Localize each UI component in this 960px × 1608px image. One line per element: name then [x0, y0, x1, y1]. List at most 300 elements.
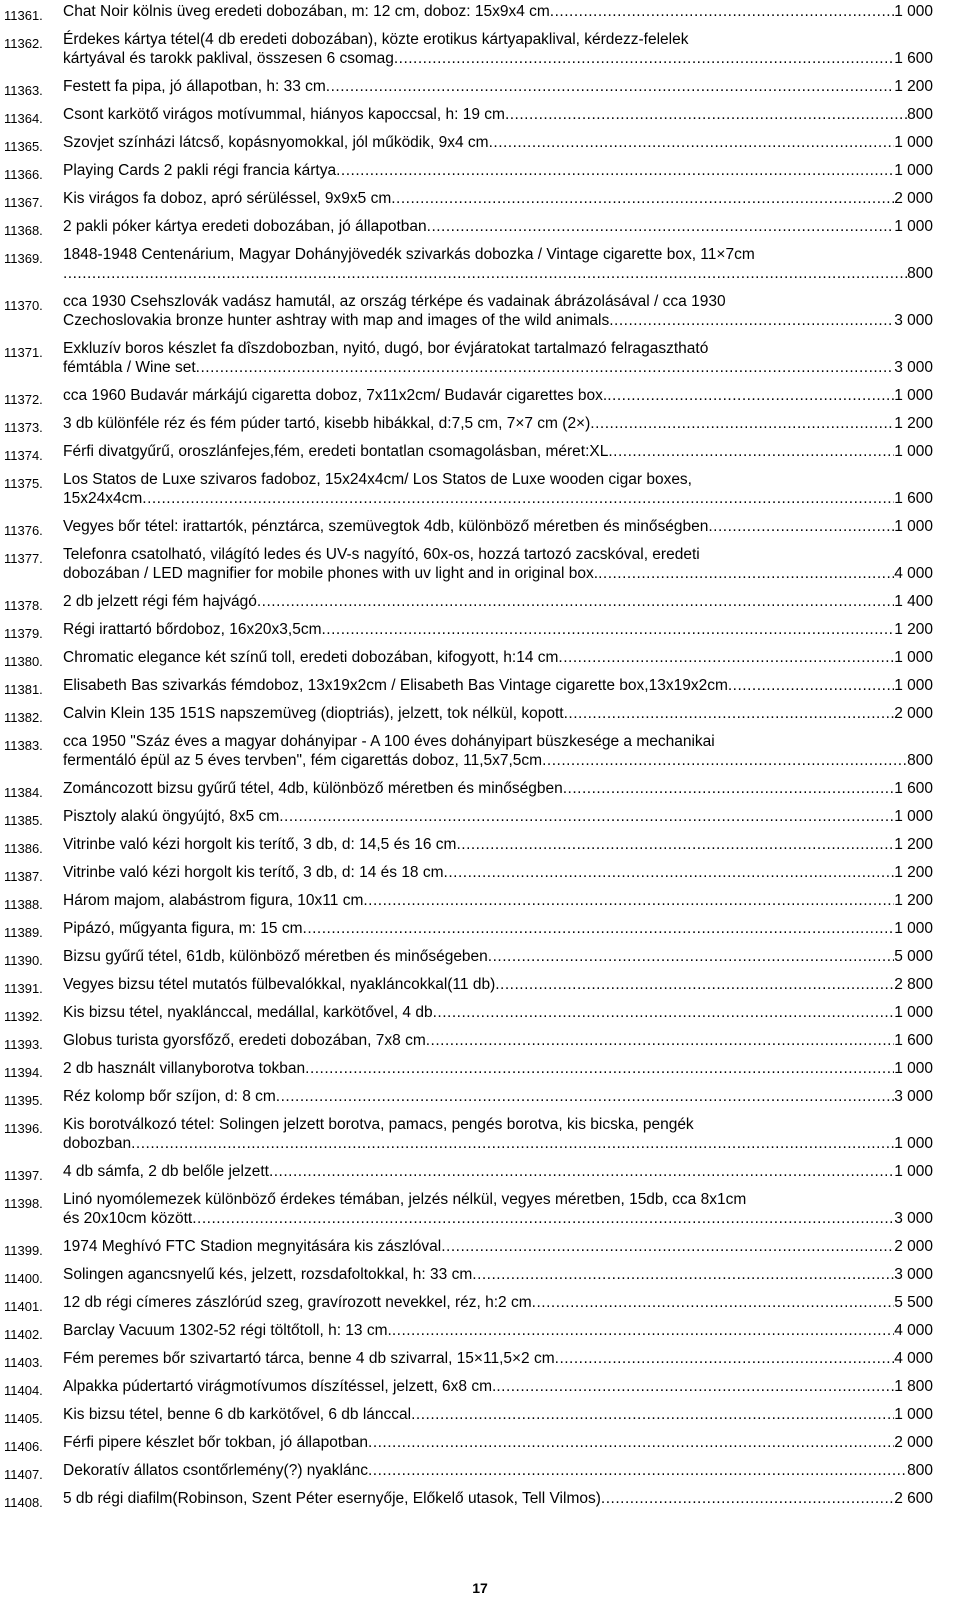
lot-description — [63, 517, 933, 536]
lot-description-line — [63, 1321, 933, 1340]
lot-description — [63, 1349, 933, 1368]
lot-number: 11397. — [4, 1168, 43, 1183]
lot-description — [63, 863, 933, 882]
lot-price: 1 200 — [894, 621, 933, 638]
lot-text: 15x24x4cm — [63, 490, 143, 507]
dot-leader — [427, 217, 895, 236]
lot-price: 800 — [907, 1462, 933, 1479]
lot-description — [63, 1190, 933, 1228]
lot-text: Alpakka púdertartó virágmotívumos díszítéssel, jelzett, 6x8 cm. — [63, 1378, 497, 1395]
lot-description-line — [63, 919, 933, 938]
lot-text: fémtábla / Wine set — [63, 359, 196, 376]
lot-description-line — [63, 1087, 933, 1106]
lot-text: Telefonra csatolható, világító ledes és UV-s nagyító, 60x-os, hozzá tartozó zacskóval, eredeti — [63, 546, 700, 563]
lot-price: 1 200 — [894, 836, 933, 853]
lot-description-line — [63, 414, 933, 433]
dot-leader — [708, 517, 894, 536]
dot-leader — [63, 264, 907, 283]
lot-description — [63, 835, 933, 854]
lot-price: 3 000 — [894, 1266, 933, 1283]
lot-number: 11365. — [4, 139, 43, 154]
lot-price: 1 000 — [894, 1406, 933, 1423]
lot-description-line — [63, 386, 933, 405]
lot-price: 1 000 — [894, 808, 933, 825]
dot-leader — [411, 1405, 894, 1424]
lot-description-line — [63, 1003, 933, 1022]
lot-price: 1 000 — [894, 677, 933, 694]
lot-text: 5 db régi diafilm(Robinson, Szent Péter esernyője, Előkelő utasok, Tell Vilmos) — [63, 1490, 601, 1507]
lot-description-line — [63, 442, 933, 461]
lot-number: 11405. — [4, 1411, 43, 1426]
dot-leader — [728, 676, 894, 695]
lot-description — [63, 161, 933, 180]
lot-text: Régi irattartó bőrdoboz, 16x20x3,5cm — [63, 621, 322, 638]
lot-text: Kis borotválkozó tétel: Solingen jelzett borotva, pamacs, pengés borotva, kis bicska, pengék — [63, 1116, 694, 1133]
lot-text: Los Statos de Luxe szivaros fadoboz, 15x24x4cm/ Los Statos de Luxe wooden cigar boxes, — [63, 471, 692, 488]
lot-description-line — [63, 292, 933, 311]
lot-number: 11390. — [4, 953, 43, 968]
dot-leader — [426, 1031, 894, 1050]
lot-text: Elisabeth Bas szivarkás fémdoboz, 13x19x2cm / Elisabeth Bas Vintage cigarette box,13x19x2cm — [63, 677, 728, 694]
lot-price: 5 000 — [894, 948, 933, 965]
lot-description — [63, 1003, 933, 1022]
lot-description — [63, 1265, 933, 1284]
lot-number: 11396. — [4, 1121, 43, 1136]
lot-description — [63, 1461, 933, 1480]
lot-text: Playing Cards 2 pakli régi francia kártya — [63, 162, 337, 179]
lot-description-line — [63, 1405, 933, 1424]
lot-number: 11376. — [4, 523, 43, 538]
lot-price: 1 000 — [894, 1004, 933, 1021]
dot-leader — [590, 414, 894, 433]
lot-number: 11401. — [4, 1299, 43, 1314]
lot-description-line — [63, 779, 933, 798]
lot-description-line — [63, 133, 933, 152]
lot-description-line — [63, 592, 933, 611]
dot-leader — [563, 779, 894, 798]
lot-price: 1 000 — [894, 387, 933, 404]
lot-text: 12 db régi címeres zászlórúd szeg, gravírozott nevekkel, réz, h:2 cm — [63, 1294, 532, 1311]
dot-leader — [441, 1237, 894, 1256]
lot-description — [63, 77, 933, 96]
lot-text: 1974 Meghívó FTC Stadion megnyitására kis zászlóval — [63, 1238, 442, 1255]
lot-text: 4 db sámfa, 2 db belőle jelzett — [63, 1163, 269, 1180]
lot-number: 11374. — [4, 448, 43, 463]
lot-text: 3 db különféle réz és fém púder tartó, kisebb hibákkal, d:7,5 cm, 7×7 cm (2×) — [63, 415, 591, 432]
lot-description-line — [63, 1059, 933, 1078]
lot-description — [63, 1293, 933, 1312]
dot-leader — [496, 1377, 894, 1396]
lot-description-line — [63, 470, 933, 489]
lot-text: Csont karkötő virágos motívummal, hiányos kapoccsal, h: 19 cm — [63, 106, 505, 123]
lot-text: 2 db használt villanyborotva tokban — [63, 1060, 306, 1077]
dot-leader — [142, 489, 894, 508]
lot-price: 1 000 — [894, 1060, 933, 1077]
lot-price: 1 000 — [894, 649, 933, 666]
lot-text: cca 1950 "Száz éves a magyar dohányipar - A 100 éves dohányipart büszkesége a mechanikai — [63, 733, 715, 750]
lot-description-line — [63, 947, 933, 966]
lot-text: Dekoratív állatos csontőrlemény(?) nyaklánc — [63, 1462, 368, 1479]
lot-description — [63, 339, 933, 377]
dot-leader — [456, 835, 894, 854]
lot-text: Vitrinbe való kézi horgolt kis terítő, 3 db, d: 14 és 18 cm — [63, 864, 444, 881]
lot-number: 11369. — [4, 251, 43, 266]
lot-price: 1 400 — [894, 593, 933, 610]
lot-text: dobozában / LED magnifier for mobile phones with uv light and in original box. — [63, 565, 599, 582]
dot-leader — [363, 891, 894, 910]
dot-leader — [598, 564, 894, 583]
lot-text: Férfi pipere készlet bőr tokban, jó állapotban — [63, 1434, 369, 1451]
lot-description — [63, 592, 933, 611]
lot-price: 4 000 — [894, 1350, 933, 1367]
dot-leader — [392, 1321, 894, 1340]
lot-description — [63, 1237, 933, 1256]
lot-text: Linó nyomólemezek különböző érdekes témában, jelzés nélkül, vegyes méretben, 15db, cca 8x1cm — [63, 1191, 747, 1208]
lot-price: 800 — [907, 752, 933, 769]
lot-number: 11361. — [4, 8, 43, 23]
lot-description — [63, 545, 933, 583]
lot-description-line — [63, 751, 933, 770]
lot-number: 11387. — [4, 869, 43, 884]
lot-text: 2 pakli póker kártya eredeti dobozában, jó állapotban — [63, 218, 427, 235]
lot-price: 1 200 — [894, 892, 933, 909]
lot-text: Fém peremes bőr szivartartó tárca, benne 4 db szivarral, 15×11,5×2 cm — [63, 1350, 555, 1367]
lot-text: Kis bizsu tétel, nyaklánccal, medállal, karkötővel, 4 db — [63, 1004, 433, 1021]
lot-description — [63, 648, 933, 667]
lot-description-line — [63, 564, 933, 583]
lot-number: 11362. — [4, 36, 43, 51]
dot-leader — [321, 620, 894, 639]
lot-description — [63, 30, 933, 68]
lot-price: 1 600 — [894, 1032, 933, 1049]
lot-number: 11378. — [4, 598, 43, 613]
lot-description — [63, 1059, 933, 1078]
lot-price: 1 600 — [894, 490, 933, 507]
dot-leader — [601, 1489, 894, 1508]
lot-price: 3 000 — [894, 1210, 933, 1227]
lot-price: 1 000 — [894, 134, 933, 151]
lot-description-line — [63, 1489, 933, 1508]
lot-price: 1 000 — [894, 443, 933, 460]
lot-text: Calvin Klein 135 151S napszemüveg (dioptriás), jelzett, tok nélkül, kopott — [63, 705, 564, 722]
lot-price: 800 — [907, 265, 933, 282]
lot-description — [63, 2, 933, 21]
lot-number: 11385. — [4, 813, 43, 828]
dot-leader — [326, 77, 894, 96]
dot-leader — [550, 2, 894, 21]
dot-leader — [609, 311, 894, 330]
lot-description — [63, 1405, 933, 1424]
lot-description — [63, 947, 933, 966]
dot-leader — [542, 751, 907, 770]
lot-description — [63, 105, 933, 124]
lot-description — [63, 919, 933, 938]
lot-text: Exkluzív boros készlet fa dîszdobozban, nyitó, dugó, bor évjáratokat tartalmazó felragasztható — [63, 340, 709, 357]
lot-description-line — [63, 545, 933, 564]
dot-leader — [555, 1349, 895, 1368]
lot-text: Pisztoly alakú öngyújtó, 8x5 cm — [63, 808, 280, 825]
lot-text: Pipázó, műgyanta figura, m: 15 cm — [63, 920, 303, 937]
lot-number: 11404. — [4, 1383, 43, 1398]
lot-text: Érdekes kártya tétel(4 db eredeti dobozában), közte erotikus kártyapaklival, kérdezz-felelek — [63, 31, 689, 48]
lot-description-line — [63, 704, 933, 723]
lot-price: 4 000 — [894, 1322, 933, 1339]
lot-price: 1 200 — [894, 78, 933, 95]
lot-description-line — [63, 358, 933, 377]
lot-description-line — [63, 975, 933, 994]
lot-description — [63, 292, 933, 330]
lot-number: 11406. — [4, 1439, 43, 1454]
lot-number: 11363. — [4, 83, 43, 98]
lot-description-line — [63, 2, 933, 21]
lot-number: 11392. — [4, 1009, 43, 1024]
dot-leader — [607, 386, 894, 405]
lot-number: 11377. — [4, 551, 43, 566]
lot-text: Zománcozott bizsu gyűrű tétel, 4db, különböző méretben és minőségben — [63, 780, 563, 797]
lot-description-line — [63, 517, 933, 536]
lot-number: 11393. — [4, 1037, 43, 1052]
lot-description — [63, 189, 933, 208]
lot-description-line — [63, 1031, 933, 1050]
lot-price: 1 000 — [894, 162, 933, 179]
lot-text: Három majom, alabástrom figura, 10x11 cm — [63, 892, 364, 909]
lot-number: 11366. — [4, 167, 43, 182]
lot-description-line — [63, 1115, 933, 1134]
lot-price: 2 800 — [894, 976, 933, 993]
lot-description-line — [63, 891, 933, 910]
lot-number: 11402. — [4, 1327, 43, 1342]
dot-leader — [488, 947, 894, 966]
lot-description-line — [63, 807, 933, 826]
lot-number: 11364. — [4, 111, 43, 126]
lot-description-line — [63, 489, 933, 508]
lot-number: 11408. — [4, 1495, 43, 1510]
lot-text: Solingen agancsnyelű kés, jelzett, rozsdafoltokkal, h: 33 cm — [63, 1266, 473, 1283]
lot-description-line — [63, 339, 933, 358]
lot-price: 2 000 — [894, 1434, 933, 1451]
lot-price: 1 800 — [894, 1378, 933, 1395]
lot-text: Festett fa pipa, jó állapotban, h: 33 cm — [63, 78, 326, 95]
lot-price: 1 000 — [894, 518, 933, 535]
dot-leader — [608, 442, 894, 461]
dot-leader — [558, 648, 894, 667]
lot-text: Chat Noir kölnis üveg eredeti dobozában, m: 12 cm, doboz: 15x9x4 cm — [63, 3, 550, 20]
lot-price: 800 — [907, 106, 933, 123]
lot-description — [63, 732, 933, 770]
lot-number: 11382. — [4, 710, 43, 725]
lot-description — [63, 807, 933, 826]
dot-leader — [532, 1293, 895, 1312]
lot-price: 3 000 — [894, 1088, 933, 1105]
lot-number: 11394. — [4, 1065, 43, 1080]
lot-description — [63, 414, 933, 433]
lot-price: 1 000 — [894, 920, 933, 937]
lot-description-line — [63, 49, 933, 68]
lot-description-line — [63, 217, 933, 236]
lot-number: 11368. — [4, 223, 43, 238]
dot-leader — [495, 975, 894, 994]
lot-description-line — [63, 1433, 933, 1452]
lot-number: 11395. — [4, 1093, 43, 1108]
lot-price: 5 500 — [894, 1294, 933, 1311]
lot-number: 11372. — [4, 392, 43, 407]
lot-price: 2 600 — [894, 1490, 933, 1507]
lot-price: 1 000 — [894, 1135, 933, 1152]
lot-text: kártyával és tarokk paklival, összesen 6 csomag — [63, 50, 394, 67]
lot-description-line — [63, 105, 933, 124]
lot-description — [63, 1489, 933, 1508]
dot-leader — [305, 1059, 894, 1078]
lot-price: 2 000 — [894, 705, 933, 722]
page-number: 17 — [472, 1580, 488, 1596]
lot-description-line — [63, 311, 933, 330]
lot-number: 11370. — [4, 298, 43, 313]
dot-leader — [472, 1265, 894, 1284]
lot-price: 1 600 — [894, 50, 933, 67]
lot-price: 1 200 — [894, 415, 933, 432]
lot-price: 1 000 — [894, 3, 933, 20]
lot-text: Barclay Vacuum 1302-52 régi töltőtoll, h: 13 cm. — [63, 1322, 392, 1339]
lot-number: 11400. — [4, 1271, 43, 1286]
lot-price: 1 000 — [894, 218, 933, 235]
lot-description-line — [63, 161, 933, 180]
lot-description-line — [63, 1190, 933, 1209]
lot-description-line — [63, 863, 933, 882]
lot-number: 11375. — [4, 476, 43, 491]
lot-description — [63, 442, 933, 461]
lot-number: 11367. — [4, 195, 43, 210]
lot-price: 1 000 — [894, 1163, 933, 1180]
dot-leader — [564, 704, 895, 723]
dot-leader — [444, 863, 895, 882]
lot-description-line — [63, 1461, 933, 1480]
lot-description — [63, 217, 933, 236]
lot-number: 11380. — [4, 654, 43, 669]
lot-number: 11388. — [4, 897, 43, 912]
lot-description — [63, 470, 933, 508]
lot-price: 3 000 — [894, 359, 933, 376]
lot-price: 4 000 — [894, 565, 933, 582]
lot-description-line — [63, 676, 933, 695]
lot-text: 1848-1948 Centenárium, Magyar Dohányjövedék szivarkás dobozka / Vintage cigarette box, 11×7cm — [63, 246, 755, 263]
lot-description — [63, 620, 933, 639]
dot-leader — [336, 161, 894, 180]
lot-text: dobozban — [63, 1135, 132, 1152]
lot-description — [63, 704, 933, 723]
lot-description — [63, 386, 933, 405]
lot-text: Bizsu gyűrű tétel, 61db, különböző méretben és minőségeben — [63, 948, 488, 965]
lot-number: 11407. — [4, 1467, 43, 1482]
lot-number: 11371. — [4, 345, 43, 360]
lot-text: Szovjet színházi látcső, kopásnyomokkal, jól működik, 9x4 cm — [63, 134, 489, 151]
lot-description — [63, 891, 933, 910]
lot-number: 11379. — [4, 626, 43, 641]
dot-leader — [257, 592, 894, 611]
lot-price: 2 000 — [894, 190, 933, 207]
lot-description-line — [63, 189, 933, 208]
lot-description-line — [63, 835, 933, 854]
lot-number: 11398. — [4, 1196, 43, 1211]
lot-number: 11384. — [4, 785, 43, 800]
lot-description — [63, 1162, 933, 1181]
lot-price: 1 200 — [894, 864, 933, 881]
lot-description — [63, 975, 933, 994]
lot-description — [63, 1115, 933, 1153]
lot-description — [63, 1031, 933, 1050]
lot-description-line — [63, 1162, 933, 1181]
dot-leader — [269, 1162, 894, 1181]
lot-text: Czechoslovakia bronze hunter ashtray with map and images of the wild animals — [63, 312, 610, 329]
lot-description-line — [63, 264, 933, 283]
lot-number: 11381. — [4, 682, 43, 697]
lot-description-line — [63, 1349, 933, 1368]
lot-number: 11389. — [4, 925, 43, 940]
lot-text: cca 1930 Csehszlovák vadász hamutál, az ország térképe és vadainak ábrázolásával / cca 1930 — [63, 293, 726, 310]
dot-leader — [131, 1134, 894, 1153]
lot-text: Vegyes bőr tétel: irattartók, pénztárca, szemüvegtok 4db, különböző méretben és minőségben — [63, 518, 709, 535]
lot-number: 11391. — [4, 981, 43, 996]
lot-description-line — [63, 1134, 933, 1153]
dot-leader — [279, 807, 894, 826]
lot-number: 11403. — [4, 1355, 43, 1370]
lot-description-line — [63, 1209, 933, 1228]
lot-text: cca 1960 Budavár márkájú cigaretta doboz, 7x11x2cm/ Budavár cigarettes box. — [63, 387, 608, 404]
lot-text: és 20x10cm között — [63, 1210, 193, 1227]
lot-description-line — [63, 732, 933, 751]
lot-description — [63, 245, 933, 283]
dot-leader — [391, 189, 894, 208]
lot-description-line — [63, 30, 933, 49]
dot-leader — [433, 1003, 895, 1022]
dot-leader — [276, 1087, 894, 1106]
lot-description — [63, 1087, 933, 1106]
dot-leader — [368, 1433, 894, 1452]
lot-text: Kis bizsu tétel, benne 6 db karkötővel, 6 db lánccal — [63, 1406, 412, 1423]
lot-number: 11383. — [4, 738, 43, 753]
lot-text: Vitrinbe való kézi horgolt kis terítő, 3 db, d: 14,5 és 16 cm — [63, 836, 457, 853]
dot-leader — [303, 919, 895, 938]
lot-description — [63, 1377, 933, 1396]
lot-description-line — [63, 77, 933, 96]
lot-text: Réz kolomp bőr szíjon, d: 8 cm — [63, 1088, 276, 1105]
dot-leader — [368, 1461, 907, 1480]
lot-price: 1 600 — [894, 780, 933, 797]
dot-leader — [192, 1209, 894, 1228]
lot-number: 11399. — [4, 1243, 43, 1258]
lot-price: 3 000 — [894, 312, 933, 329]
lot-description — [63, 1433, 933, 1452]
dot-leader — [489, 133, 895, 152]
lot-description-line — [63, 245, 933, 264]
lot-description-line — [63, 1293, 933, 1312]
lot-description — [63, 676, 933, 695]
lot-description-line — [63, 1377, 933, 1396]
lot-description-line — [63, 1265, 933, 1284]
lot-price: 2 000 — [894, 1238, 933, 1255]
dot-leader — [196, 358, 895, 377]
lot-text: Chromatic elegance két színű toll, eredeti dobozában, kifogyott, h:14 cm — [63, 649, 559, 666]
lot-number: 11386. — [4, 841, 43, 856]
lot-text: 2 db jelzett régi fém hajvágó — [63, 593, 257, 610]
lot-description-line — [63, 648, 933, 667]
lot-description — [63, 1321, 933, 1340]
lot-text: Férfi divatgyűrű, oroszlánfejes,fém, eredeti bontatlan csomagolásban, méret:XL — [63, 443, 609, 460]
dot-leader — [394, 49, 894, 68]
lot-text: Vegyes bizsu tétel mutatós fülbevalókkal, nyakláncokkal(11 db) — [63, 976, 496, 993]
lot-description-line — [63, 1237, 933, 1256]
lot-number: 11373. — [4, 420, 43, 435]
lot-description — [63, 779, 933, 798]
